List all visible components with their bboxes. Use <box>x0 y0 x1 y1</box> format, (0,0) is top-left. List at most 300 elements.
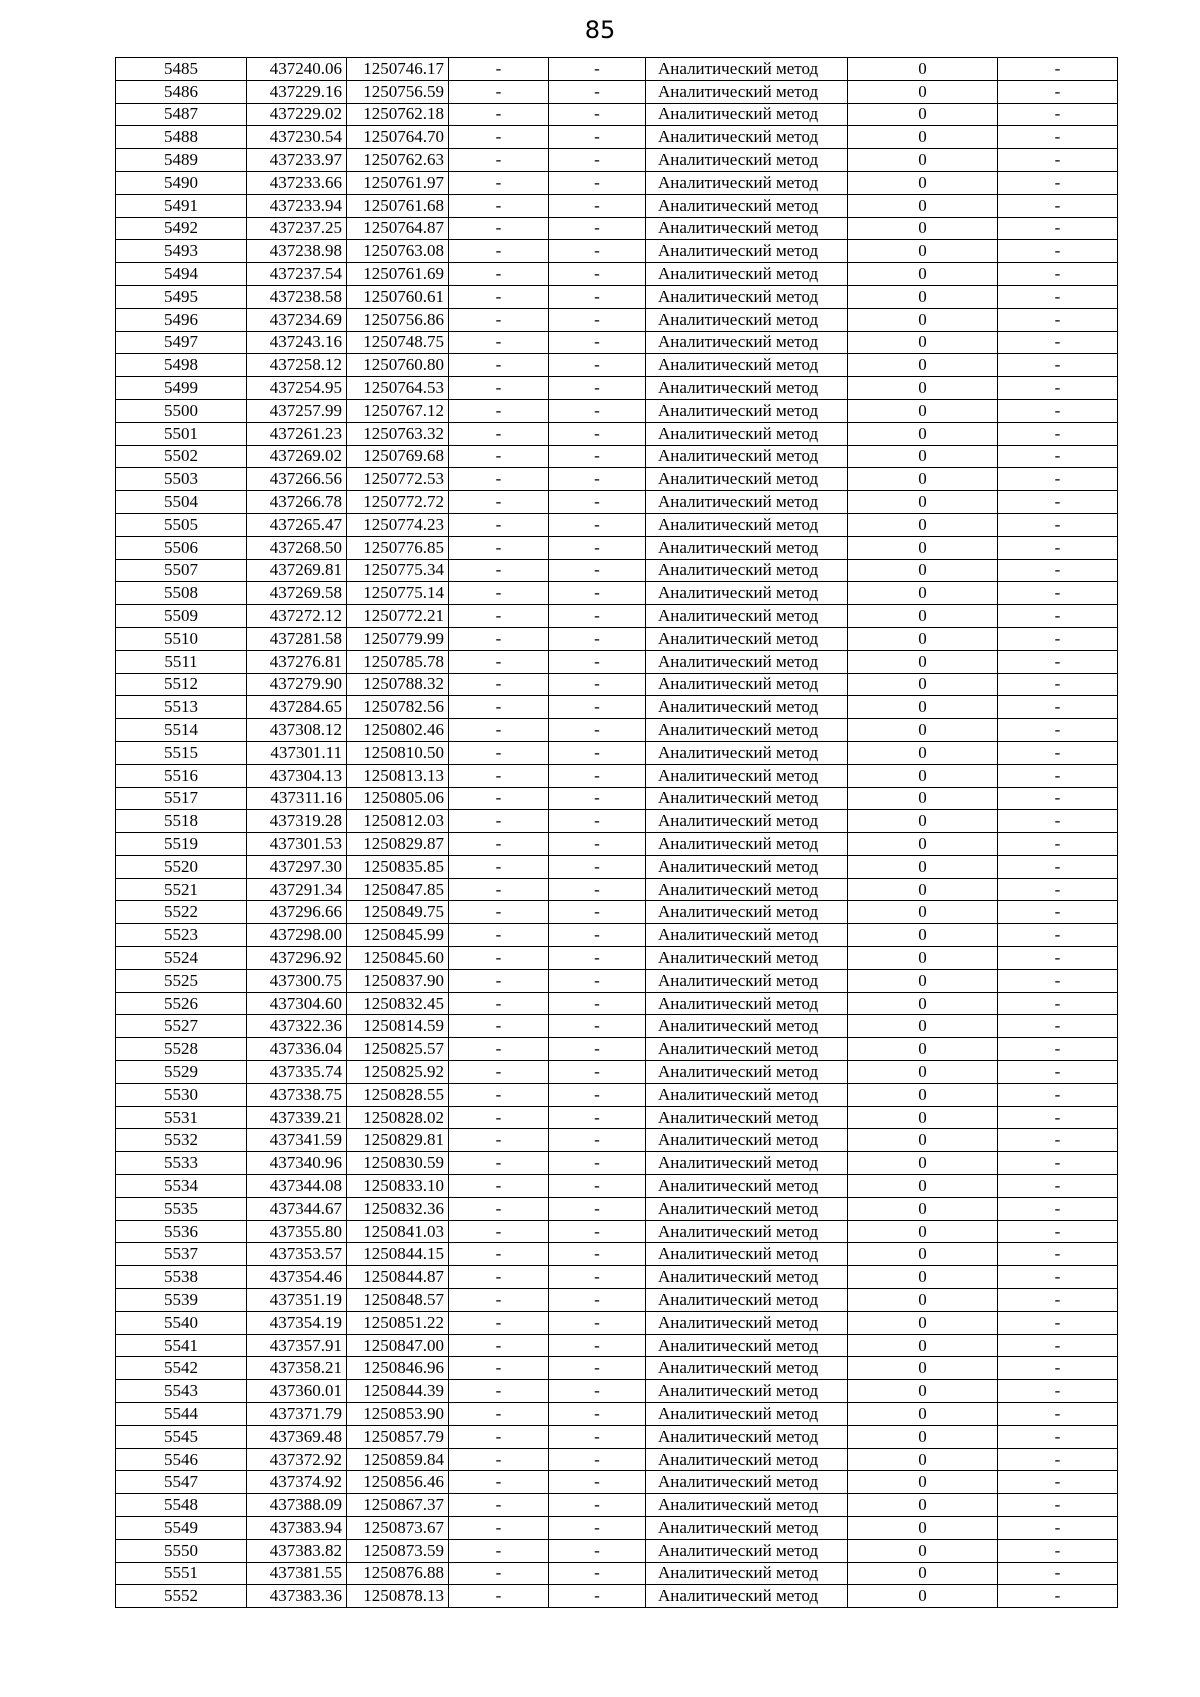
cell-point-number: 5507 <box>116 559 247 582</box>
cell-blank-col-1: - <box>449 787 549 810</box>
cell-point-number: 5514 <box>116 719 247 742</box>
cell-accuracy: 0 <box>848 1562 998 1585</box>
cell-coord-y: 1250844.39 <box>347 1380 449 1403</box>
cell-point-number: 5528 <box>116 1038 247 1061</box>
cell-blank-col-1: - <box>449 194 549 217</box>
cell-coord-x: 437230.54 <box>247 126 347 149</box>
cell-coord-x: 437268.50 <box>247 536 347 559</box>
cell-blank-col-2: - <box>549 377 646 400</box>
cell-coord-y: 1250856.46 <box>347 1471 449 1494</box>
cell-accuracy: 0 <box>848 1494 998 1517</box>
cell-accuracy: 0 <box>848 1152 998 1175</box>
cell-blank-col-3: - <box>998 1494 1118 1517</box>
cell-coord-y: 1250848.57 <box>347 1289 449 1312</box>
cell-blank-col-1: - <box>449 878 549 901</box>
cell-blank-col-3: - <box>998 901 1118 924</box>
cell-accuracy: 0 <box>848 1380 998 1403</box>
cell-point-number: 5510 <box>116 627 247 650</box>
cell-method: Аналитический метод <box>646 787 848 810</box>
table-row <box>116 627 1118 650</box>
cell-blank-col-2: - <box>549 1220 646 1243</box>
cell-point-number: 5506 <box>116 536 247 559</box>
cell-coord-x: 437304.60 <box>247 992 347 1015</box>
cell-blank-col-3: - <box>998 1175 1118 1198</box>
cell-point-number: 5541 <box>116 1334 247 1357</box>
cell-blank-col-1: - <box>449 308 549 331</box>
cell-method: Аналитический метод <box>646 1471 848 1494</box>
cell-coord-x: 437383.36 <box>247 1585 347 1608</box>
table-row <box>116 1494 1118 1517</box>
cell-blank-col-3: - <box>998 58 1118 81</box>
cell-method: Аналитический метод <box>646 582 848 605</box>
cell-blank-col-3: - <box>998 536 1118 559</box>
cell-coord-x: 437279.90 <box>247 673 347 696</box>
cell-blank-col-3: - <box>998 855 1118 878</box>
cell-accuracy: 0 <box>848 605 998 628</box>
cell-blank-col-2: - <box>549 810 646 833</box>
table-row <box>116 1357 1118 1380</box>
cell-coord-x: 437237.54 <box>247 263 347 286</box>
cell-method: Аналитический метод <box>646 1061 848 1084</box>
table-row <box>116 1175 1118 1198</box>
cell-point-number: 5537 <box>116 1243 247 1266</box>
table-row <box>116 901 1118 924</box>
cell-accuracy: 0 <box>848 1220 998 1243</box>
cell-blank-col-2: - <box>549 787 646 810</box>
cell-blank-col-1: - <box>449 1061 549 1084</box>
table-row <box>116 1038 1118 1061</box>
cell-accuracy: 0 <box>848 1289 998 1312</box>
cell-point-number: 5521 <box>116 878 247 901</box>
cell-coord-x: 437233.97 <box>247 149 347 172</box>
cell-blank-col-2: - <box>549 855 646 878</box>
table-row <box>116 445 1118 468</box>
cell-blank-col-3: - <box>998 1403 1118 1426</box>
cell-coord-x: 437341.59 <box>247 1129 347 1152</box>
cell-accuracy: 0 <box>848 1175 998 1198</box>
cell-accuracy: 0 <box>848 103 998 126</box>
cell-coord-y: 1250832.36 <box>347 1197 449 1220</box>
cell-blank-col-1: - <box>449 833 549 856</box>
cell-coord-x: 437301.53 <box>247 833 347 856</box>
table-row <box>116 354 1118 377</box>
cell-coord-x: 437291.34 <box>247 878 347 901</box>
cell-method: Аналитический метод <box>646 1175 848 1198</box>
cell-blank-col-2: - <box>549 1494 646 1517</box>
cell-method: Аналитический метод <box>646 354 848 377</box>
cell-coord-y: 1250761.69 <box>347 263 449 286</box>
cell-coord-y: 1250805.06 <box>347 787 449 810</box>
cell-coord-y: 1250812.03 <box>347 810 449 833</box>
cell-method: Аналитический метод <box>646 1106 848 1129</box>
cell-blank-col-2: - <box>549 582 646 605</box>
cell-coord-x: 437336.04 <box>247 1038 347 1061</box>
cell-coord-x: 437381.55 <box>247 1562 347 1585</box>
cell-point-number: 5485 <box>116 58 247 81</box>
cell-coord-x: 437298.00 <box>247 924 347 947</box>
cell-method: Аналитический метод <box>646 1243 848 1266</box>
cell-blank-col-2: - <box>549 719 646 742</box>
cell-accuracy: 0 <box>848 673 998 696</box>
table-row <box>116 1562 1118 1585</box>
cell-method: Аналитический метод <box>646 605 848 628</box>
cell-method: Аналитический метод <box>646 741 848 764</box>
cell-point-number: 5544 <box>116 1403 247 1426</box>
cell-blank-col-1: - <box>449 901 549 924</box>
cell-point-number: 5551 <box>116 1562 247 1585</box>
cell-blank-col-1: - <box>449 1015 549 1038</box>
cell-point-number: 5508 <box>116 582 247 605</box>
cell-coord-x: 437266.78 <box>247 491 347 514</box>
cell-coord-y: 1250859.84 <box>347 1448 449 1471</box>
cell-point-number: 5500 <box>116 399 247 422</box>
cell-method: Аналитический метод <box>646 149 848 172</box>
cell-accuracy: 0 <box>848 855 998 878</box>
cell-coord-y: 1250763.08 <box>347 240 449 263</box>
cell-method: Аналитический метод <box>646 673 848 696</box>
cell-method: Аналитический метод <box>646 103 848 126</box>
cell-accuracy: 0 <box>848 1266 998 1289</box>
cell-blank-col-1: - <box>449 992 549 1015</box>
cell-blank-col-1: - <box>449 627 549 650</box>
cell-blank-col-1: - <box>449 263 549 286</box>
cell-coord-y: 1250837.90 <box>347 969 449 992</box>
table-row <box>116 80 1118 103</box>
cell-blank-col-1: - <box>449 1494 549 1517</box>
cell-coord-y: 1250813.13 <box>347 764 449 787</box>
table-row <box>116 285 1118 308</box>
cell-accuracy: 0 <box>848 1061 998 1084</box>
cell-blank-col-1: - <box>449 399 549 422</box>
cell-point-number: 5534 <box>116 1175 247 1198</box>
cell-accuracy: 0 <box>848 445 998 468</box>
cell-coord-x: 437369.48 <box>247 1425 347 1448</box>
cell-blank-col-2: - <box>549 422 646 445</box>
cell-blank-col-2: - <box>549 285 646 308</box>
cell-blank-col-2: - <box>549 149 646 172</box>
cell-coord-y: 1250851.22 <box>347 1311 449 1334</box>
cell-point-number: 5539 <box>116 1289 247 1312</box>
cell-point-number: 5526 <box>116 992 247 1015</box>
table-row <box>116 605 1118 628</box>
cell-blank-col-3: - <box>998 491 1118 514</box>
cell-coord-x: 437388.09 <box>247 1494 347 1517</box>
table-row <box>116 1471 1118 1494</box>
cell-method: Аналитический метод <box>646 377 848 400</box>
cell-coord-x: 437354.19 <box>247 1311 347 1334</box>
cell-point-number: 5520 <box>116 855 247 878</box>
cell-blank-col-3: - <box>998 1083 1118 1106</box>
cell-blank-col-3: - <box>998 1380 1118 1403</box>
cell-blank-col-1: - <box>449 969 549 992</box>
cell-blank-col-3: - <box>998 627 1118 650</box>
table-row <box>116 468 1118 491</box>
cell-blank-col-3: - <box>998 1220 1118 1243</box>
cell-point-number: 5535 <box>116 1197 247 1220</box>
cell-method: Аналитический метод <box>646 764 848 787</box>
cell-method: Аналитический метод <box>646 1517 848 1540</box>
cell-blank-col-2: - <box>549 103 646 126</box>
cell-method: Аналитический метод <box>646 1562 848 1585</box>
cell-blank-col-3: - <box>998 445 1118 468</box>
cell-blank-col-2: - <box>549 513 646 536</box>
cell-blank-col-3: - <box>998 605 1118 628</box>
cell-coord-x: 437354.46 <box>247 1266 347 1289</box>
cell-coord-x: 437344.08 <box>247 1175 347 1198</box>
cell-blank-col-3: - <box>998 741 1118 764</box>
cell-coord-y: 1250832.45 <box>347 992 449 1015</box>
cell-point-number: 5543 <box>116 1380 247 1403</box>
cell-accuracy: 0 <box>848 992 998 1015</box>
table-row <box>116 764 1118 787</box>
cell-coord-y: 1250857.79 <box>347 1425 449 1448</box>
cell-blank-col-2: - <box>549 1266 646 1289</box>
cell-blank-col-3: - <box>998 1152 1118 1175</box>
cell-point-number: 5491 <box>116 194 247 217</box>
cell-coord-x: 437243.16 <box>247 331 347 354</box>
cell-coord-x: 437276.81 <box>247 650 347 673</box>
cell-point-number: 5497 <box>116 331 247 354</box>
cell-coord-y: 1250764.53 <box>347 377 449 400</box>
cell-blank-col-2: - <box>549 1539 646 1562</box>
table-row <box>116 1152 1118 1175</box>
cell-blank-col-3: - <box>998 422 1118 445</box>
cell-method: Аналитический метод <box>646 855 848 878</box>
cell-blank-col-3: - <box>998 969 1118 992</box>
cell-coord-x: 437254.95 <box>247 377 347 400</box>
cell-point-number: 5519 <box>116 833 247 856</box>
cell-blank-col-3: - <box>998 194 1118 217</box>
cell-coord-x: 437383.82 <box>247 1539 347 1562</box>
page-number: 85 <box>584 16 616 44</box>
cell-blank-col-2: - <box>549 559 646 582</box>
cell-accuracy: 0 <box>848 240 998 263</box>
table-row <box>116 1266 1118 1289</box>
cell-accuracy: 0 <box>848 217 998 240</box>
cell-method: Аналитический метод <box>646 422 848 445</box>
table-row <box>116 491 1118 514</box>
cell-coord-y: 1250767.12 <box>347 399 449 422</box>
table-row <box>116 308 1118 331</box>
cell-point-number: 5512 <box>116 673 247 696</box>
cell-blank-col-3: - <box>998 263 1118 286</box>
cell-method: Аналитический метод <box>646 810 848 833</box>
cell-point-number: 5504 <box>116 491 247 514</box>
cell-method: Аналитический метод <box>646 468 848 491</box>
cell-blank-col-1: - <box>449 810 549 833</box>
table-body <box>116 58 1118 1608</box>
cell-coord-x: 437269.58 <box>247 582 347 605</box>
cell-blank-col-3: - <box>998 787 1118 810</box>
cell-coord-y: 1250847.85 <box>347 878 449 901</box>
cell-coord-x: 437269.02 <box>247 445 347 468</box>
cell-blank-col-3: - <box>998 833 1118 856</box>
cell-coord-x: 437372.92 <box>247 1448 347 1471</box>
cell-coord-y: 1250847.00 <box>347 1334 449 1357</box>
cell-blank-col-2: - <box>549 627 646 650</box>
cell-point-number: 5536 <box>116 1220 247 1243</box>
cell-blank-col-2: - <box>549 992 646 1015</box>
cell-blank-col-2: - <box>549 1448 646 1471</box>
cell-coord-x: 437355.80 <box>247 1220 347 1243</box>
table-row <box>116 947 1118 970</box>
cell-accuracy: 0 <box>848 901 998 924</box>
cell-blank-col-1: - <box>449 1562 549 1585</box>
cell-blank-col-3: - <box>998 285 1118 308</box>
cell-point-number: 5550 <box>116 1539 247 1562</box>
table-row <box>116 126 1118 149</box>
cell-blank-col-2: - <box>549 354 646 377</box>
table-row <box>116 992 1118 1015</box>
cell-point-number: 5490 <box>116 171 247 194</box>
cell-blank-col-2: - <box>549 741 646 764</box>
cell-accuracy: 0 <box>848 1311 998 1334</box>
cell-point-number: 5492 <box>116 217 247 240</box>
cell-coord-x: 437304.13 <box>247 764 347 787</box>
table-row <box>116 969 1118 992</box>
cell-blank-col-3: - <box>998 149 1118 172</box>
cell-coord-y: 1250763.32 <box>347 422 449 445</box>
cell-blank-col-2: - <box>549 1243 646 1266</box>
cell-blank-col-2: - <box>549 1562 646 1585</box>
cell-blank-col-3: - <box>998 1585 1118 1608</box>
cell-coord-y: 1250756.86 <box>347 308 449 331</box>
cell-accuracy: 0 <box>848 1015 998 1038</box>
cell-blank-col-1: - <box>449 764 549 787</box>
cell-accuracy: 0 <box>848 80 998 103</box>
cell-point-number: 5498 <box>116 354 247 377</box>
cell-point-number: 5496 <box>116 308 247 331</box>
cell-blank-col-1: - <box>449 1517 549 1540</box>
cell-blank-col-3: - <box>998 468 1118 491</box>
table-row <box>116 377 1118 400</box>
cell-coord-y: 1250835.85 <box>347 855 449 878</box>
cell-blank-col-1: - <box>449 1243 549 1266</box>
cell-accuracy: 0 <box>848 741 998 764</box>
cell-blank-col-3: - <box>998 992 1118 1015</box>
cell-point-number: 5522 <box>116 901 247 924</box>
cell-blank-col-2: - <box>549 80 646 103</box>
cell-blank-col-2: - <box>549 536 646 559</box>
cell-accuracy: 0 <box>848 1129 998 1152</box>
cell-blank-col-1: - <box>449 536 549 559</box>
cell-coord-x: 437357.91 <box>247 1334 347 1357</box>
cell-accuracy: 0 <box>848 536 998 559</box>
cell-blank-col-3: - <box>998 1106 1118 1129</box>
cell-blank-col-3: - <box>998 1038 1118 1061</box>
table-row <box>116 855 1118 878</box>
cell-blank-col-1: - <box>449 605 549 628</box>
cell-blank-col-3: - <box>998 1289 1118 1312</box>
cell-method: Аналитический метод <box>646 1380 848 1403</box>
cell-blank-col-3: - <box>998 582 1118 605</box>
cell-coord-x: 437311.16 <box>247 787 347 810</box>
table-row <box>116 810 1118 833</box>
table-row <box>116 1197 1118 1220</box>
table-row <box>116 1083 1118 1106</box>
cell-coord-x: 437229.16 <box>247 80 347 103</box>
cell-coord-x: 437269.81 <box>247 559 347 582</box>
table-row <box>116 1380 1118 1403</box>
cell-coord-y: 1250769.68 <box>347 445 449 468</box>
cell-point-number: 5513 <box>116 696 247 719</box>
cell-point-number: 5530 <box>116 1083 247 1106</box>
cell-blank-col-1: - <box>449 171 549 194</box>
table-row <box>116 513 1118 536</box>
cell-coord-x: 437233.66 <box>247 171 347 194</box>
cell-blank-col-2: - <box>549 1015 646 1038</box>
cell-blank-col-3: - <box>998 1129 1118 1152</box>
table-row <box>116 924 1118 947</box>
cell-coord-x: 437238.58 <box>247 285 347 308</box>
table-row <box>116 650 1118 673</box>
cell-blank-col-2: - <box>549 696 646 719</box>
cell-coord-x: 437272.12 <box>247 605 347 628</box>
cell-accuracy: 0 <box>848 719 998 742</box>
cell-accuracy: 0 <box>848 126 998 149</box>
table-row <box>116 58 1118 81</box>
cell-blank-col-3: - <box>998 1266 1118 1289</box>
cell-coord-y: 1250829.87 <box>347 833 449 856</box>
cell-blank-col-1: - <box>449 582 549 605</box>
cell-blank-col-1: - <box>449 1311 549 1334</box>
cell-coord-x: 437281.58 <box>247 627 347 650</box>
cell-coord-y: 1250873.67 <box>347 1517 449 1540</box>
cell-blank-col-2: - <box>549 1517 646 1540</box>
cell-coord-y: 1250772.21 <box>347 605 449 628</box>
cell-coord-y: 1250779.99 <box>347 627 449 650</box>
cell-blank-col-2: - <box>549 217 646 240</box>
cell-point-number: 5548 <box>116 1494 247 1517</box>
cell-method: Аналитический метод <box>646 536 848 559</box>
cell-blank-col-2: - <box>549 1334 646 1357</box>
cell-blank-col-2: - <box>549 901 646 924</box>
cell-method: Аналитический метод <box>646 1266 848 1289</box>
cell-blank-col-1: - <box>449 1448 549 1471</box>
cell-method: Аналитический метод <box>646 650 848 673</box>
cell-method: Аналитический метод <box>646 1311 848 1334</box>
cell-blank-col-2: - <box>549 126 646 149</box>
cell-point-number: 5532 <box>116 1129 247 1152</box>
cell-point-number: 5540 <box>116 1311 247 1334</box>
cell-accuracy: 0 <box>848 947 998 970</box>
cell-blank-col-2: - <box>549 947 646 970</box>
cell-point-number: 5538 <box>116 1266 247 1289</box>
table-row <box>116 673 1118 696</box>
cell-coord-y: 1250829.81 <box>347 1129 449 1152</box>
cell-point-number: 5486 <box>116 80 247 103</box>
cell-blank-col-2: - <box>549 491 646 514</box>
cell-coord-y: 1250802.46 <box>347 719 449 742</box>
cell-coord-y: 1250828.02 <box>347 1106 449 1129</box>
cell-blank-col-1: - <box>449 559 549 582</box>
cell-accuracy: 0 <box>848 491 998 514</box>
cell-blank-col-1: - <box>449 1403 549 1426</box>
cell-blank-col-2: - <box>549 1289 646 1312</box>
cell-coord-x: 437338.75 <box>247 1083 347 1106</box>
cell-point-number: 5516 <box>116 764 247 787</box>
cell-accuracy: 0 <box>848 1083 998 1106</box>
cell-accuracy: 0 <box>848 696 998 719</box>
cell-accuracy: 0 <box>848 513 998 536</box>
cell-method: Аналитический метод <box>646 696 848 719</box>
cell-point-number: 5503 <box>116 468 247 491</box>
cell-method: Аналитический метод <box>646 126 848 149</box>
cell-blank-col-2: - <box>549 240 646 263</box>
cell-coord-x: 437284.65 <box>247 696 347 719</box>
cell-blank-col-3: - <box>998 126 1118 149</box>
cell-accuracy: 0 <box>848 399 998 422</box>
